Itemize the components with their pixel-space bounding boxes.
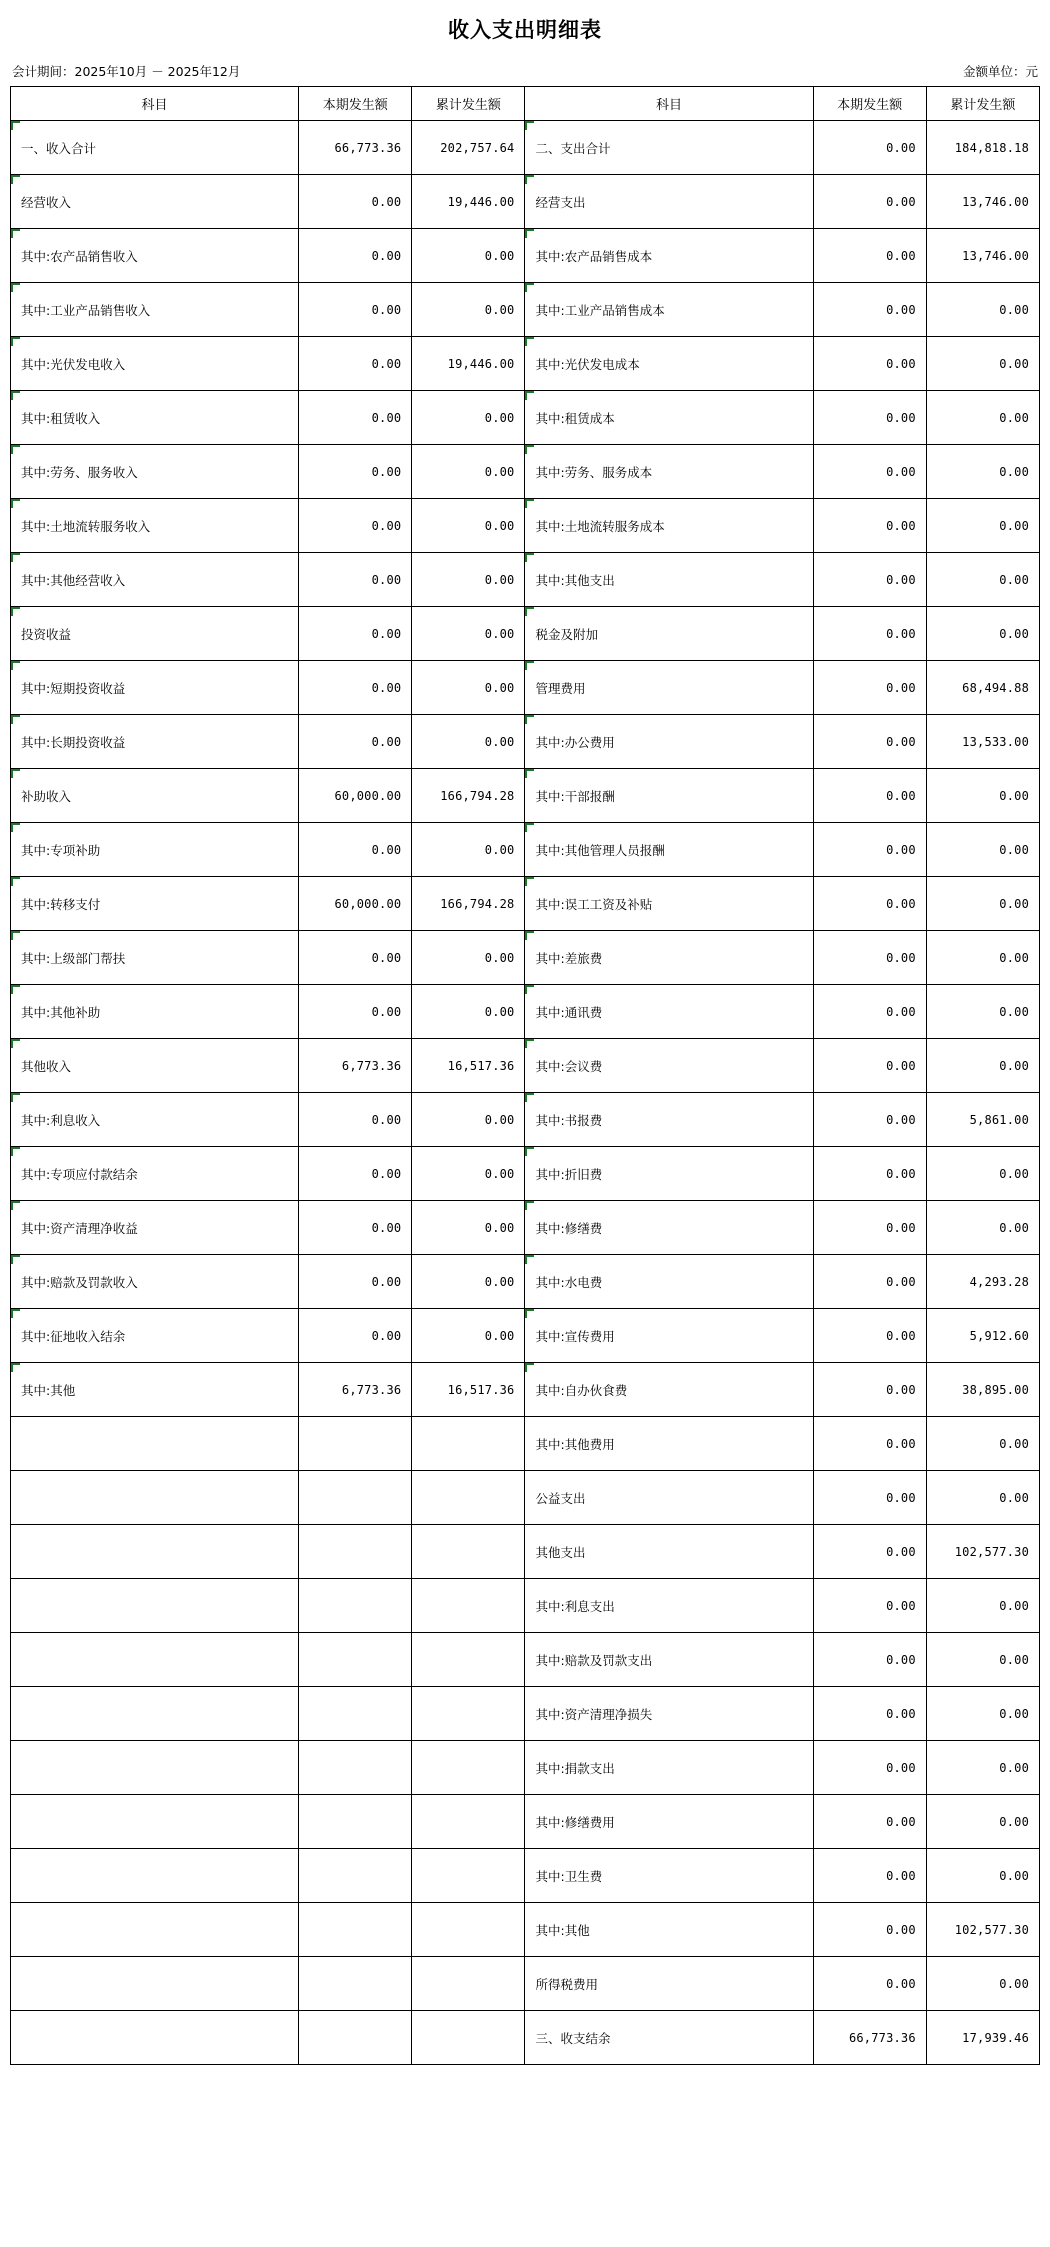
table-body xyxy=(11,121,1040,2065)
row-right-total: 13,746.00 xyxy=(926,175,1039,229)
row-right-current: 0.00 xyxy=(813,607,926,661)
header-left-total: 累计发生额 xyxy=(412,87,525,121)
header-right-subject: 科目 xyxy=(525,87,813,121)
row-right-subject: 其中:修缮费用 xyxy=(525,1795,813,1849)
row-right-current: 0.00 xyxy=(813,1903,926,1957)
row-right-total: 0.00 xyxy=(926,1795,1039,1849)
row-right-total: 0.00 xyxy=(926,607,1039,661)
row-right-current: 0.00 xyxy=(813,121,926,175)
row-right-current: 0.00 xyxy=(813,769,926,823)
row-right-subject: 其中:卫生费 xyxy=(525,1849,813,1903)
row-right-current: 66,773.36 xyxy=(813,2011,926,2065)
row-left-subject: 其中:工业产品销售收入 xyxy=(11,283,299,337)
row-right-subject: 其中:折旧费 xyxy=(525,1147,813,1201)
row-right-current: 0.00 xyxy=(813,1417,926,1471)
row-left-current: 0.00 xyxy=(299,1255,412,1309)
row-left-subject: 其中:专项应付款结余 xyxy=(11,1147,299,1201)
row-left-current xyxy=(299,1849,412,1903)
row-right-subject: 其中:赔款及罚款支出 xyxy=(525,1633,813,1687)
row-right-current: 0.00 xyxy=(813,1579,926,1633)
row-left-current: 0.00 xyxy=(299,1201,412,1255)
row-right-total: 13,533.00 xyxy=(926,715,1039,769)
row-left-subject xyxy=(11,1471,299,1525)
row-left-current: 0.00 xyxy=(299,1093,412,1147)
row-left-subject: 其中:转移支付 xyxy=(11,877,299,931)
row-right-subject: 所得税费用 xyxy=(525,1957,813,2011)
row-left-subject xyxy=(11,1633,299,1687)
row-left-current: 0.00 xyxy=(299,499,412,553)
row-left-subject: 其中:利息收入 xyxy=(11,1093,299,1147)
table-row xyxy=(11,229,1040,283)
row-left-total xyxy=(412,1957,525,2011)
row-right-current: 0.00 xyxy=(813,229,926,283)
row-left-current: 6,773.36 xyxy=(299,1039,412,1093)
row-right-subject: 其中:误工工资及补贴 xyxy=(525,877,813,931)
table-row xyxy=(11,1255,1040,1309)
table-row xyxy=(11,1039,1040,1093)
table-row xyxy=(11,121,1040,175)
row-right-current: 0.00 xyxy=(813,1255,926,1309)
row-left-total: 0.00 xyxy=(412,391,525,445)
table-row xyxy=(11,1579,1040,1633)
row-left-total: 166,794.28 xyxy=(412,877,525,931)
row-right-total: 0.00 xyxy=(926,1039,1039,1093)
row-left-subject: 其中:短期投资收益 xyxy=(11,661,299,715)
table-row xyxy=(11,1957,1040,2011)
table-row xyxy=(11,1201,1040,1255)
table-row xyxy=(11,1363,1040,1417)
row-left-current xyxy=(299,1903,412,1957)
row-left-total: 0.00 xyxy=(412,607,525,661)
row-right-total: 0.00 xyxy=(926,499,1039,553)
row-left-total: 19,446.00 xyxy=(412,337,525,391)
row-left-total: 0.00 xyxy=(412,1093,525,1147)
row-right-total: 4,293.28 xyxy=(926,1255,1039,1309)
row-right-subject: 其中:捐款支出 xyxy=(525,1741,813,1795)
row-left-current xyxy=(299,1633,412,1687)
row-right-total: 0.00 xyxy=(926,1741,1039,1795)
table-row xyxy=(11,1849,1040,1903)
table-row xyxy=(11,1147,1040,1201)
row-left-total xyxy=(412,1687,525,1741)
row-right-current: 0.00 xyxy=(813,661,926,715)
row-right-total: 0.00 xyxy=(926,283,1039,337)
row-left-total: 0.00 xyxy=(412,1309,525,1363)
row-left-subject: 其中:赔款及罚款收入 xyxy=(11,1255,299,1309)
row-left-current: 0.00 xyxy=(299,715,412,769)
row-right-total: 38,895.00 xyxy=(926,1363,1039,1417)
row-left-current: 0.00 xyxy=(299,1147,412,1201)
row-right-total: 0.00 xyxy=(926,445,1039,499)
header-left-subject: 科目 xyxy=(11,87,299,121)
row-left-subject: 其他收入 xyxy=(11,1039,299,1093)
row-right-current: 0.00 xyxy=(813,877,926,931)
row-right-total: 0.00 xyxy=(926,1957,1039,2011)
table-row xyxy=(11,553,1040,607)
table-row xyxy=(11,283,1040,337)
row-right-total: 102,577.30 xyxy=(926,1525,1039,1579)
row-right-current: 0.00 xyxy=(813,553,926,607)
row-right-subject: 其中:劳务、服务成本 xyxy=(525,445,813,499)
row-left-total: 0.00 xyxy=(412,823,525,877)
row-right-subject: 其中:资产清理净损失 xyxy=(525,1687,813,1741)
row-left-subject xyxy=(11,1903,299,1957)
row-right-total: 0.00 xyxy=(926,1471,1039,1525)
row-right-subject: 其中:书报费 xyxy=(525,1093,813,1147)
row-left-total xyxy=(412,1795,525,1849)
row-left-total: 0.00 xyxy=(412,229,525,283)
row-right-subject: 其中:其他 xyxy=(525,1903,813,1957)
row-left-current: 66,773.36 xyxy=(299,121,412,175)
table-row xyxy=(11,1903,1040,1957)
row-right-total: 0.00 xyxy=(926,1201,1039,1255)
row-right-total: 68,494.88 xyxy=(926,661,1039,715)
row-right-total: 13,746.00 xyxy=(926,229,1039,283)
row-right-current: 0.00 xyxy=(813,715,926,769)
row-left-subject: 其中:其他 xyxy=(11,1363,299,1417)
row-right-total: 0.00 xyxy=(926,931,1039,985)
row-right-subject: 其中:租赁成本 xyxy=(525,391,813,445)
table-row xyxy=(11,1309,1040,1363)
row-right-subject: 其中:会议费 xyxy=(525,1039,813,1093)
row-left-current xyxy=(299,1471,412,1525)
table-row xyxy=(11,985,1040,1039)
row-left-current xyxy=(299,1579,412,1633)
row-right-current: 0.00 xyxy=(813,337,926,391)
row-left-subject: 其中:租赁收入 xyxy=(11,391,299,445)
row-left-current: 0.00 xyxy=(299,985,412,1039)
row-right-current: 0.00 xyxy=(813,1957,926,2011)
row-left-subject: 其中:光伏发电收入 xyxy=(11,337,299,391)
row-right-subject: 其中:土地流转服务成本 xyxy=(525,499,813,553)
row-right-current: 0.00 xyxy=(813,1687,926,1741)
row-left-subject xyxy=(11,1957,299,2011)
row-right-current: 0.00 xyxy=(813,1147,926,1201)
row-left-subject xyxy=(11,2011,299,2065)
row-right-subject: 公益支出 xyxy=(525,1471,813,1525)
row-right-total: 0.00 xyxy=(926,1687,1039,1741)
row-left-current: 0.00 xyxy=(299,1309,412,1363)
row-left-current: 0.00 xyxy=(299,283,412,337)
row-right-current: 0.00 xyxy=(813,391,926,445)
row-left-current: 0.00 xyxy=(299,931,412,985)
row-right-total: 0.00 xyxy=(926,1147,1039,1201)
row-right-subject: 其中:利息支出 xyxy=(525,1579,813,1633)
row-left-total: 0.00 xyxy=(412,1147,525,1201)
row-left-total: 0.00 xyxy=(412,283,525,337)
row-left-current: 0.00 xyxy=(299,661,412,715)
table-row xyxy=(11,1525,1040,1579)
row-right-subject: 其中:其他费用 xyxy=(525,1417,813,1471)
row-right-total: 184,818.18 xyxy=(926,121,1039,175)
row-left-total xyxy=(412,1741,525,1795)
row-right-subject: 其中:修缮费 xyxy=(525,1201,813,1255)
row-right-total: 17,939.46 xyxy=(926,2011,1039,2065)
header-right-total: 累计发生额 xyxy=(926,87,1039,121)
row-right-current: 0.00 xyxy=(813,1525,926,1579)
row-left-subject xyxy=(11,1741,299,1795)
row-right-total: 0.00 xyxy=(926,337,1039,391)
row-right-subject: 其中:农产品销售成本 xyxy=(525,229,813,283)
row-left-current: 0.00 xyxy=(299,229,412,283)
table-row xyxy=(11,715,1040,769)
row-left-total xyxy=(412,1903,525,1957)
row-left-subject: 投资收益 xyxy=(11,607,299,661)
row-left-total: 16,517.36 xyxy=(412,1363,525,1417)
row-left-current: 60,000.00 xyxy=(299,769,412,823)
row-left-total xyxy=(412,1579,525,1633)
row-left-subject: 其中:长期投资收益 xyxy=(11,715,299,769)
row-right-current: 0.00 xyxy=(813,445,926,499)
row-left-total xyxy=(412,1471,525,1525)
row-left-current xyxy=(299,1957,412,2011)
row-right-current: 0.00 xyxy=(813,1363,926,1417)
header-left-current: 本期发生额 xyxy=(299,87,412,121)
table-header-row xyxy=(11,87,1040,121)
row-right-subject: 税金及附加 xyxy=(525,607,813,661)
row-left-total xyxy=(412,1633,525,1687)
row-right-total: 0.00 xyxy=(926,391,1039,445)
row-left-current: 0.00 xyxy=(299,391,412,445)
row-left-total: 0.00 xyxy=(412,661,525,715)
table-row xyxy=(11,1633,1040,1687)
row-left-subject: 其中:其他经营收入 xyxy=(11,553,299,607)
row-left-total: 0.00 xyxy=(412,553,525,607)
row-right-subject: 其中:干部报酬 xyxy=(525,769,813,823)
row-left-subject xyxy=(11,1525,299,1579)
row-right-subject: 其中:办公费用 xyxy=(525,715,813,769)
table-row xyxy=(11,391,1040,445)
row-left-subject: 其中:资产清理净收益 xyxy=(11,1201,299,1255)
table-row xyxy=(11,769,1040,823)
row-right-total: 0.00 xyxy=(926,1633,1039,1687)
accounting-period-label: 会计期间：2025年10月 － 2025年12月 xyxy=(12,64,241,79)
row-right-total: 0.00 xyxy=(926,553,1039,607)
row-right-current: 0.00 xyxy=(813,1039,926,1093)
row-right-current: 0.00 xyxy=(813,1201,926,1255)
row-left-subject: 其中:专项补助 xyxy=(11,823,299,877)
row-right-current: 0.00 xyxy=(813,1741,926,1795)
row-right-current: 0.00 xyxy=(813,931,926,985)
row-right-subject: 管理费用 xyxy=(525,661,813,715)
row-left-current xyxy=(299,1795,412,1849)
row-left-total: 0.00 xyxy=(412,985,525,1039)
row-right-total: 0.00 xyxy=(926,823,1039,877)
row-left-total: 0.00 xyxy=(412,445,525,499)
row-left-current xyxy=(299,1417,412,1471)
row-right-subject: 其中:水电费 xyxy=(525,1255,813,1309)
row-left-total xyxy=(412,1525,525,1579)
table-row xyxy=(11,1417,1040,1471)
row-right-total: 0.00 xyxy=(926,1849,1039,1903)
row-left-current: 6,773.36 xyxy=(299,1363,412,1417)
row-left-total: 0.00 xyxy=(412,715,525,769)
row-left-subject: 其中:征地收入结余 xyxy=(11,1309,299,1363)
row-left-current: 0.00 xyxy=(299,445,412,499)
table-row xyxy=(11,337,1040,391)
row-left-subject: 一、收入合计 xyxy=(11,121,299,175)
row-left-total xyxy=(412,1849,525,1903)
row-left-subject xyxy=(11,1849,299,1903)
row-right-total: 0.00 xyxy=(926,985,1039,1039)
row-right-current: 0.00 xyxy=(813,283,926,337)
row-left-total: 0.00 xyxy=(412,499,525,553)
row-right-subject: 其中:其他管理人员报酬 xyxy=(525,823,813,877)
row-right-total: 0.00 xyxy=(926,877,1039,931)
row-right-subject: 其中:通讯费 xyxy=(525,985,813,1039)
row-right-current: 0.00 xyxy=(813,1795,926,1849)
row-right-current: 0.00 xyxy=(813,985,926,1039)
table-row xyxy=(11,499,1040,553)
table-row xyxy=(11,1687,1040,1741)
row-right-current: 0.00 xyxy=(813,1471,926,1525)
row-right-total: 0.00 xyxy=(926,1579,1039,1633)
row-right-total: 0.00 xyxy=(926,769,1039,823)
report-meta xyxy=(10,62,1040,86)
table-row xyxy=(11,1741,1040,1795)
row-right-current: 0.00 xyxy=(813,1633,926,1687)
table-row xyxy=(11,175,1040,229)
row-left-subject xyxy=(11,1417,299,1471)
row-left-current xyxy=(299,1741,412,1795)
row-left-subject: 其中:其他补助 xyxy=(11,985,299,1039)
row-left-subject: 其中:农产品销售收入 xyxy=(11,229,299,283)
row-left-subject xyxy=(11,1795,299,1849)
table-row xyxy=(11,607,1040,661)
row-right-subject: 其中:光伏发电成本 xyxy=(525,337,813,391)
income-expense-table xyxy=(10,86,1040,2065)
row-left-total: 0.00 xyxy=(412,1201,525,1255)
table-row xyxy=(11,823,1040,877)
row-left-subject: 其中:土地流转服务收入 xyxy=(11,499,299,553)
row-right-current: 0.00 xyxy=(813,1849,926,1903)
table-row xyxy=(11,661,1040,715)
table-row xyxy=(11,877,1040,931)
row-right-subject: 其中:工业产品销售成本 xyxy=(525,283,813,337)
row-left-current xyxy=(299,1687,412,1741)
row-right-subject: 经营支出 xyxy=(525,175,813,229)
row-right-subject: 其中:自办伙食费 xyxy=(525,1363,813,1417)
row-left-current xyxy=(299,1525,412,1579)
header-right-current: 本期发生额 xyxy=(813,87,926,121)
row-right-current: 0.00 xyxy=(813,175,926,229)
row-left-current xyxy=(299,2011,412,2065)
table-row xyxy=(11,931,1040,985)
row-left-current: 0.00 xyxy=(299,607,412,661)
row-right-current: 0.00 xyxy=(813,823,926,877)
row-right-current: 0.00 xyxy=(813,1309,926,1363)
row-right-total: 5,912.60 xyxy=(926,1309,1039,1363)
row-left-total: 19,446.00 xyxy=(412,175,525,229)
row-left-total: 0.00 xyxy=(412,1255,525,1309)
row-left-total xyxy=(412,2011,525,2065)
row-right-subject: 其中:宣传费用 xyxy=(525,1309,813,1363)
row-left-subject: 其中:上级部门帮扶 xyxy=(11,931,299,985)
row-left-total: 0.00 xyxy=(412,931,525,985)
table-row xyxy=(11,1471,1040,1525)
row-right-subject: 三、收支结余 xyxy=(525,2011,813,2065)
table-row xyxy=(11,445,1040,499)
row-right-subject: 其他支出 xyxy=(525,1525,813,1579)
row-right-total: 5,861.00 xyxy=(926,1093,1039,1147)
table-row xyxy=(11,1093,1040,1147)
row-left-total: 16,517.36 xyxy=(412,1039,525,1093)
amount-unit-label: 金额单位：元 xyxy=(962,64,1038,79)
row-left-total: 202,757.64 xyxy=(412,121,525,175)
row-left-subject: 经营收入 xyxy=(11,175,299,229)
row-right-current: 0.00 xyxy=(813,499,926,553)
row-right-subject: 其中:差旅费 xyxy=(525,931,813,985)
row-right-subject: 其中:其他支出 xyxy=(525,553,813,607)
row-right-subject: 二、支出合计 xyxy=(525,121,813,175)
row-left-subject xyxy=(11,1687,299,1741)
table-row xyxy=(11,1795,1040,1849)
row-left-total xyxy=(412,1417,525,1471)
row-left-current: 0.00 xyxy=(299,823,412,877)
row-left-current: 60,000.00 xyxy=(299,877,412,931)
row-right-total: 0.00 xyxy=(926,1417,1039,1471)
row-left-current: 0.00 xyxy=(299,553,412,607)
row-right-current: 0.00 xyxy=(813,1093,926,1147)
row-left-current: 0.00 xyxy=(299,337,412,391)
row-left-subject: 补助收入 xyxy=(11,769,299,823)
row-left-subject: 其中:劳务、服务收入 xyxy=(11,445,299,499)
row-left-current: 0.00 xyxy=(299,175,412,229)
table-row xyxy=(11,2011,1040,2065)
row-left-total: 166,794.28 xyxy=(412,769,525,823)
row-left-subject xyxy=(11,1579,299,1633)
row-right-total: 102,577.30 xyxy=(926,1903,1039,1957)
page-title: 收入支出明细表 xyxy=(448,17,602,42)
